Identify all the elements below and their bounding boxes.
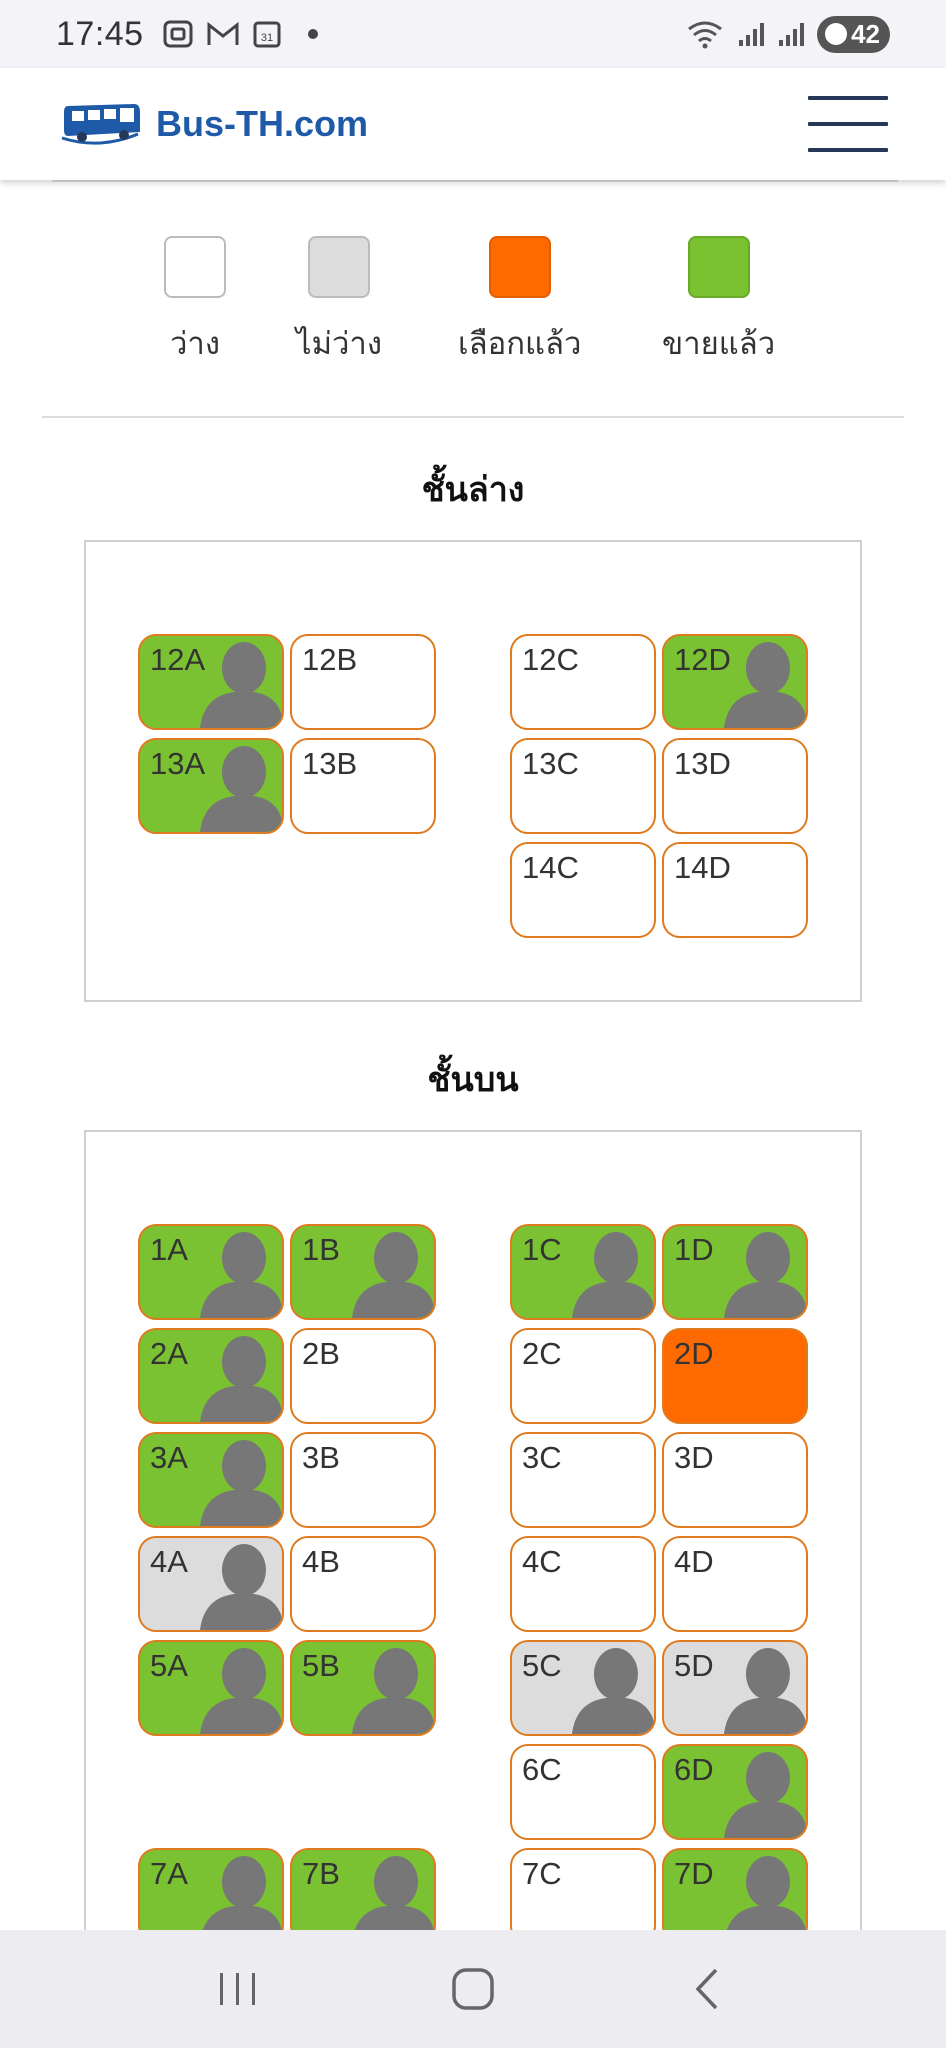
recent-apps-icon[interactable] [203, 1954, 273, 2024]
seat-13B[interactable] [290, 738, 436, 834]
legend-label: ไม่ว่าง [296, 326, 382, 362]
seat-5C[interactable] [510, 1640, 656, 1736]
seat-label: 13A [150, 746, 206, 781]
seat-label: 7A [150, 1856, 188, 1891]
signal-icon [737, 20, 765, 48]
person-silhouette-icon [710, 634, 806, 728]
seat-label: 12B [302, 642, 358, 677]
battery-icon [817, 16, 890, 53]
seat-3A[interactable] [138, 1432, 284, 1528]
seat-label: 14C [522, 850, 579, 885]
seat-2C[interactable] [510, 1328, 656, 1424]
legend-swatch [489, 236, 551, 298]
person-silhouette-icon [186, 1536, 282, 1630]
seat-label: 13D [674, 746, 731, 781]
seat-1B[interactable] [290, 1224, 436, 1320]
seat-1C[interactable] [510, 1224, 656, 1320]
seat-label: 4A [150, 1544, 188, 1579]
seat-6D[interactable] [662, 1744, 808, 1840]
seat-label: 4B [302, 1544, 340, 1579]
screenshot-icon [162, 19, 194, 49]
seat-label: 6D [674, 1752, 714, 1787]
divider [52, 180, 898, 182]
calendar-icon [252, 19, 282, 49]
seat-label: 12A [150, 642, 206, 677]
seat-12D[interactable] [662, 634, 808, 730]
seat-label: 5D [674, 1648, 714, 1683]
seat-label: 1C [522, 1232, 562, 1267]
person-silhouette-icon [186, 634, 282, 728]
gmail-icon [206, 20, 240, 48]
seat-4D[interactable] [662, 1536, 808, 1632]
bus-logo-icon [58, 98, 142, 150]
seat-14C[interactable] [510, 842, 656, 938]
seat-label: 5B [302, 1648, 340, 1683]
person-silhouette-icon [710, 1744, 806, 1838]
seat-label: 13B [302, 746, 358, 781]
seat-5A[interactable] [138, 1640, 284, 1736]
legend-swatch [164, 236, 226, 298]
seat-label: 12D [674, 642, 731, 677]
seat-6C[interactable] [510, 1744, 656, 1840]
legend-label: ขายแล้ว [662, 326, 776, 362]
battery-saver-icon [825, 23, 847, 45]
svg-text:31: 31 [260, 32, 273, 44]
person-silhouette-icon [558, 1224, 654, 1318]
menu-line [808, 122, 888, 126]
seat-12C[interactable] [510, 634, 656, 730]
seat-2D[interactable] [662, 1328, 808, 1424]
seat-13D[interactable] [662, 738, 808, 834]
legend-unavailable [296, 236, 382, 368]
lower-deck-seatmap [84, 540, 862, 1002]
legend-label: ว่าง [170, 326, 220, 362]
seat-3D[interactable] [662, 1432, 808, 1528]
seat-4B[interactable] [290, 1536, 436, 1632]
dot-icon [308, 29, 318, 39]
system-nav-bar [0, 1930, 946, 2048]
person-silhouette-icon [338, 1640, 434, 1734]
status-bar [0, 0, 946, 68]
person-silhouette-icon [186, 1328, 282, 1422]
person-silhouette-icon [710, 1640, 806, 1734]
person-silhouette-icon [186, 1640, 282, 1734]
seat-5D[interactable] [662, 1640, 808, 1736]
system-icons [685, 16, 890, 53]
menu-line [808, 148, 888, 152]
seat-label: 5C [522, 1648, 562, 1683]
legend-available [164, 236, 226, 368]
legend-sold [662, 236, 775, 368]
menu-line [808, 96, 888, 100]
signal-icon [777, 20, 805, 48]
seat-label: 14D [674, 850, 731, 885]
seat-14D[interactable] [662, 842, 808, 938]
seat-12A[interactable] [138, 634, 284, 730]
legend-selected [458, 236, 581, 368]
person-silhouette-icon [558, 1640, 654, 1734]
upper-deck-seatmap [84, 1130, 862, 1950]
person-silhouette-icon [186, 1432, 282, 1526]
divider [42, 416, 904, 418]
status-time: 17:45 [56, 14, 144, 53]
legend-swatch [308, 236, 370, 298]
seat-4A[interactable] [138, 1536, 284, 1632]
seat-label: 1B [302, 1232, 340, 1267]
person-silhouette-icon [186, 1848, 282, 1942]
person-silhouette-icon [338, 1224, 434, 1318]
lower-deck-title: ชั้นล่าง [421, 470, 525, 510]
seat-legend [0, 236, 946, 376]
seat-1A[interactable] [138, 1224, 284, 1320]
person-silhouette-icon [186, 738, 282, 832]
seat-label: 3A [150, 1440, 188, 1475]
seat-1D[interactable] [662, 1224, 808, 1320]
seat-label: 7B [302, 1856, 340, 1891]
hamburger-menu-icon[interactable] [808, 96, 888, 152]
legend-label: เลือกแล้ว [458, 326, 582, 362]
seat-label: 1D [674, 1232, 714, 1267]
home-icon[interactable] [438, 1954, 508, 2024]
seat-4C[interactable] [510, 1536, 656, 1632]
seat-label: 7D [674, 1856, 714, 1891]
seat-3C[interactable] [510, 1432, 656, 1528]
seat-2B[interactable] [290, 1328, 436, 1424]
seat-2A[interactable] [138, 1328, 284, 1424]
seat-label: 6C [522, 1752, 562, 1787]
upper-deck-title: ชั้นบน [427, 1060, 519, 1100]
seat-label: 1A [150, 1232, 188, 1267]
seat-label: 7C [522, 1856, 562, 1891]
seat-label: 2B [302, 1336, 340, 1371]
person-silhouette-icon [710, 1224, 806, 1318]
site-logo[interactable] [58, 98, 368, 150]
seat-12B[interactable] [290, 634, 436, 730]
seat-label: 3B [302, 1440, 340, 1475]
person-silhouette-icon [710, 1848, 806, 1942]
site-header [0, 68, 946, 180]
seat-label: 12C [522, 642, 579, 677]
seat-3B[interactable] [290, 1432, 436, 1528]
seat-label: 3C [522, 1440, 562, 1475]
seat-5B[interactable] [290, 1640, 436, 1736]
seat-label: 4C [522, 1544, 562, 1579]
legend-swatch [688, 236, 750, 298]
notification-icons [162, 19, 318, 49]
back-icon[interactable] [673, 1954, 743, 2024]
seat-13C[interactable] [510, 738, 656, 834]
person-silhouette-icon [186, 1224, 282, 1318]
seat-label: 2A [150, 1336, 188, 1371]
seat-label: 2C [522, 1336, 562, 1371]
seat-13A[interactable] [138, 738, 284, 834]
battery-level: 42 [851, 18, 880, 49]
seat-label: 13C [522, 746, 579, 781]
seat-label: 5A [150, 1648, 188, 1683]
seat-label: 4D [674, 1544, 714, 1579]
wifi-icon [685, 19, 725, 49]
seat-label: 3D [674, 1440, 714, 1475]
seat-label: 2D [674, 1336, 714, 1371]
site-name: Bus-TH.com [156, 103, 369, 144]
person-silhouette-icon [338, 1848, 434, 1942]
